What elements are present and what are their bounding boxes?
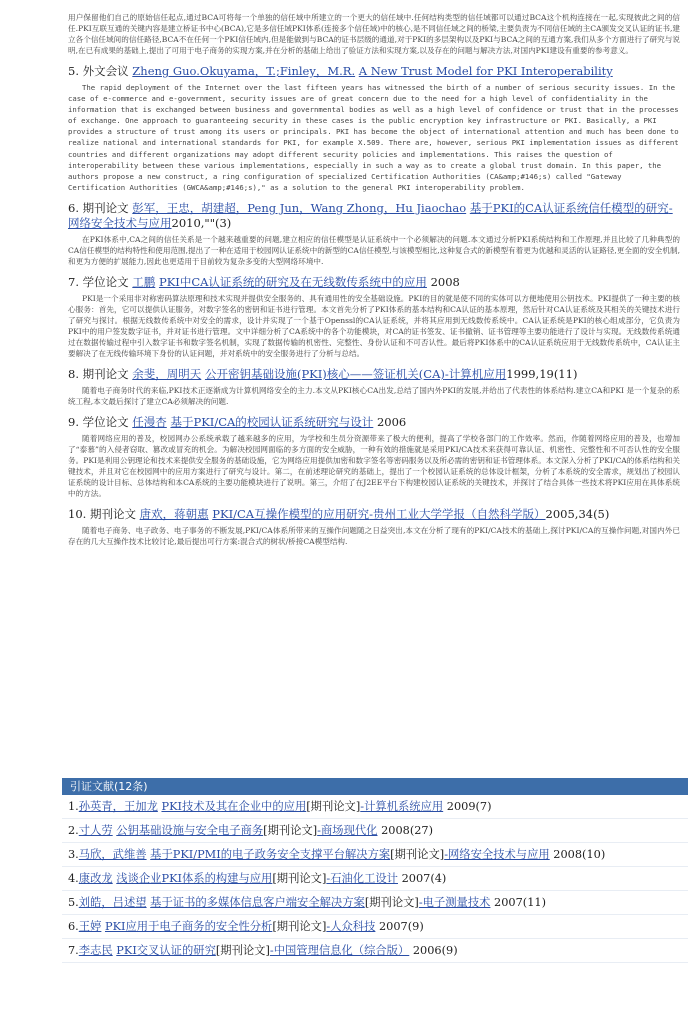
reference-entry-6-head: [68, 201, 680, 231]
entry-title-link[interactable]: 公开密钥基础设施(PKI)核心——签证机关(CA): [204, 366, 445, 381]
cited-journal-link[interactable]: -网络安全技术与应用: [444, 848, 550, 861]
cited-year: 2009(7): [446, 800, 492, 813]
cited-type: [期刊论文]: [306, 800, 361, 813]
cited-authors-link[interactable]: 孙英青，王加龙: [78, 800, 158, 813]
entry-title-link[interactable]: 基于PKI的CA认证系统信任模型的研究: [469, 200, 669, 215]
cited-by-section: [62, 778, 688, 1016]
entry-year: 2008: [430, 274, 460, 289]
cited-title-link[interactable]: 公钥基础设施与安全电子商务: [116, 824, 264, 837]
entry-authors-link[interactable]: Zheng Guo.Okuyama，T.;Finley，M.R.: [132, 64, 356, 78]
cited-authors-link[interactable]: 马欣，武维善: [78, 848, 147, 861]
cited-authors-link[interactable]: 康改龙: [78, 872, 113, 885]
cited-journal-link[interactable]: -电子测量技术: [418, 896, 491, 909]
entry-journal-link[interactable]: -计算机应用: [444, 366, 507, 381]
entry-year: 1999,19(11): [506, 366, 578, 381]
cited-type: [期刊论文]: [272, 872, 327, 885]
cited-item: [62, 843, 688, 867]
cited-type: [期刊论文]: [272, 920, 327, 933]
cited-type: [期刊论文]: [215, 944, 270, 957]
cited-item: [62, 939, 688, 963]
cited-item: [62, 867, 688, 891]
cited-by-list: [62, 795, 688, 963]
cited-year: 2008(10): [553, 848, 606, 861]
intro-paragraph: 用户保留他们自己的原始信任起点,通过BCA可将每一个单独的信任域中所建立的一个更大的信任域中.任何结构类型的信任域都可以通过BCA这个机构连接在一起,实现彼此之间的信任.PKI互联互通的关键内容是建立桥证书中心(BCA),它是多信任域PKI体系(连接多个信任域)中的核心,是不同信任域之间的桥梁,主要负责为不同信任域的主CA颁发交叉认证的证书,建立各个信任域间的信任路径,BCA不在任何一个PKI信任域内,但是能做到与BCA的证书层级的通道,对于PKI的多层架构以及PKI与BCA之间的互通方案,我们从多个方面进行了研究与说明,在已有成果的基础上,提出了可用于电子商务的实现方案,并在分析的基础上给出了验证方法和实现方案,以及存在的问题与解决方法,对国内PKI建设有重要的参考意义。: [68, 13, 680, 55]
cited-year: 2007(9): [378, 920, 424, 933]
entry-authors-link[interactable]: 唐欢，蒋朝惠: [139, 506, 209, 521]
entry-year: 2006: [376, 414, 407, 429]
cited-number: 2.: [68, 824, 79, 837]
entry-8-abstract: 随着电子商务时代的来临,PKI技术正逐渐成为计算机网络安全的主力.本文从PKI核心CA出发,总结了国内外PKI的发展,并给出了代表性的体系结构.建立CA和PKI 是一个复杂的系统工程,本文最后探讨了建立CA必须解决的问题.: [68, 385, 680, 406]
cited-title-link[interactable]: 基于PKI/PMI的电子政务安全支撑平台解决方案: [150, 848, 391, 861]
entry-9-abstract: 随着网络应用的普及，校园网办公系统承载了越来越多的应用，为学校和生员分资源带来了极大的便利，提高了学校各部门的工作效率。然而，作随着网络应用的普及，也增加了“泰慕”的入侵者窃取、篡改或冒充的机会。为解决校园网面临的多方面的安全威胁，一种有效的措施就是采用PKI/CA技术来获得可靠认证、机密性、完整性和不可否认性的安全服务。PKI是利用公钥理论和技术来提供安全服务的基础设施，它为网络应用提供加密和数字签名等密码服务以及所必需的密钥和证书管理体系。本文深入分析了PKI/CA的体系结构和关键技术，并且对它在校园网中的应用方案进行了研究与设计。第二，在前述理论研究的基础上，提出了一个校园认证系统的总体设计框架，分析了本系统的安全需求，规划出了校园认证系统的设计目标、总体结构和本CA系统的主要功能模块进行了说明。第三，介绍了在J2EE平台下构建校园认证系统的关键技术，并探讨了结合具体一些技术将PKI应用在具体系统中的方法。: [68, 433, 680, 498]
cited-type: [期刊论文]: [390, 848, 445, 861]
entry-number: 8.: [68, 366, 79, 381]
cited-type: [期刊论文]: [263, 824, 318, 837]
entry-5-abstract: The rapid deployment of the Internet over the last fifteen years has witnessed the birth of a number of serious security issues. In the case of e-commerce and e-government, security issues are of great concern due to the need for a high level of confidentiality in the information that is exchanged between business and governmental bodies as well as a high level of confidence or trust that in the processes of exchange. One approach to guaranteeing security in these cases is the public encryption key infrastructure or PKI. Basically, a PKI provides a structure of trust among its users or principals. PKI has become the object of international attention and much has been done to realize national and international standards for PKI, for example X.509. There are, however, serious PKI implementation issues as different countries and different organizations may adopt different security policies and implementations. This raises the question of interoperability between these various implementations, especially in such a way as to create a global trust domain. In this paper, the authors propose a new construct, a ring configuration of specialized Certification Authorities (CA&amp;#146;s) called "Gateway Certification Authorities (GWCA&amp;#146;s)," as a solution to the general PKI interoperability problem.: [68, 83, 679, 192]
cited-by-header: 引证文献(12条): [62, 778, 688, 795]
entry-authors-link[interactable]: 彭军，王忠，胡建超，Peng Jun，Wang Zhong，Hu Jiaochao: [132, 200, 467, 215]
entry-number: 6.: [68, 200, 79, 215]
entry-authors-link[interactable]: 余斐，周明天: [132, 366, 202, 381]
cited-title-link[interactable]: PKI应用于电子商务的安全性分析: [104, 920, 273, 933]
cited-number: 6.: [68, 920, 79, 933]
reference-entry-5-head: [68, 64, 680, 79]
entry-title-link[interactable]: PKI中CA认证系统的研究及在无线数传系统中的应用: [158, 274, 427, 289]
cited-authors-link[interactable]: 刘皓，吕述望: [78, 896, 147, 909]
entry-type: 期刊论文: [82, 366, 129, 381]
entry-type: 外文会议: [82, 64, 129, 78]
cited-item: [62, 795, 688, 819]
cited-journal-link[interactable]: -计算机系统应用: [360, 800, 444, 813]
entry-number: 10.: [68, 506, 87, 521]
cited-title-link[interactable]: 浅谈企业PKI体系的构建与应用: [116, 872, 273, 885]
reference-entry-7-head: [68, 275, 680, 290]
entry-number: 7.: [68, 274, 79, 289]
cited-number: 3.: [68, 848, 79, 861]
cited-journal-link[interactable]: -石油化工设计: [326, 872, 398, 885]
reference-entry-9-head: [68, 415, 680, 430]
entry-year: 2010,""(3): [171, 215, 232, 230]
cited-authors-link[interactable]: 寸人劳: [78, 824, 113, 837]
cited-authors-link[interactable]: 李志民: [78, 944, 113, 957]
cited-item: [62, 891, 688, 915]
entry-6-abstract: 在PKI体系中,CA之间的信任关系是一个越来越重要的问题,建立相应的信任模型是认证系统中一个必须解决的问题.本文通过分析PKI系统结构和工作原理,并且比较了几种典型的CA信任模型的结构特性和使用范围,提出了一种在适用于校园网认证系统中的新型的CA信任模型,与该模型相比,这种复合式的新模型有着更为优越和灵活的认证路径,更全面的安全机制,和更为方便的扩展能力,因此也更适用于目前较为复杂多变的大型网络环境中.: [68, 234, 680, 266]
entry-number: 5.: [68, 64, 79, 78]
entry-title-link[interactable]: A New Trust Model for PKI Interoperability: [358, 64, 613, 78]
cited-authors-link[interactable]: 王婷: [78, 920, 102, 933]
entry-title-link[interactable]: PKI/CA互操作模型的应用研究: [212, 506, 370, 521]
entry-type: 学位论文: [82, 274, 129, 289]
cited-number: 7.: [68, 944, 79, 957]
entry-type: 学位论文: [82, 414, 129, 429]
entry-7-abstract: PKI是一个采用非对称密码算法原理和技术实现并提供安全服务的、具有通用性的安全基础设施。PKI的目的就是使不同的实体可以方便地使用公钥技术。PKI提供了一种主要的核心服务：首先，它可以提供认证服务，对数字签名的密钥和证书进行管理。本文首先分析了PKI体系的基本结构和CA认证的基本原理，然后针对CA认证系统及其相关的关键技术进行了研究与探讨。根据无线数传系统中对安全的需求，设计并实现了一个基于Openssl的CA认证系统，并将其应用到无线数传系统中。CA认证系统是PKI的核心组成部分，它负责为PKI中的用户签发数字证书，并对证书进行管理。文中详细分析了CA系统中的各个功能模块，对CA的证书签发、证书撤销、证书管理等主要功能进行了设计与实现。无线数传系统通过在数据传输过程中引入数字证书和数字签名机制，实现了数据传输的机密性、完整性、身份认证和不可否认性。最后将PKI体系中的CA认证系统应用于无线数传系统中，CA认证主要解决了在无线传输环境下身份的认证问题，并对系统中的安全服务进行了分析与总结。: [68, 293, 680, 358]
entry-10-abstract: 随着电子商务、电子政务、电子事务的不断发展,PKI/CA体系所带来的互操作问题随之日益突出,本文在分析了现有的PKI/CA技术的基础上,探讨PKI/CA的互操作问题,对国内外已存在的几大互操作技术比较讨论,最后提出可行方案:混合式的树状/桥接CA模型结构.: [68, 525, 680, 546]
entry-journal-link[interactable]: -网络安全技术与应用: [68, 200, 673, 230]
entry-authors-link[interactable]: 任漫杏: [132, 414, 167, 429]
entry-title-link[interactable]: 基于PKI/CA的校园认证系统研究与设计: [170, 414, 374, 429]
cited-year: 2006(9): [412, 944, 458, 957]
cited-journal-link[interactable]: -人众科技: [326, 920, 376, 933]
cited-journal-link[interactable]: -商场现代化: [317, 824, 378, 837]
reference-entry-10-head: [68, 507, 680, 522]
cited-number: 5.: [68, 896, 79, 909]
cited-year: 2008(27): [381, 824, 434, 837]
cited-title-link[interactable]: PKI交叉认证的研究: [116, 944, 216, 957]
entry-type: 期刊论文: [82, 200, 129, 215]
entry-journal-link[interactable]: -贵州工业大学学报（自然科学版）: [369, 506, 546, 521]
entry-type: 期刊论文: [89, 506, 136, 521]
cited-title-link[interactable]: 基于证书的多媒体信息客户端安全解决方案: [150, 896, 365, 909]
cited-year: 2007(4): [401, 872, 447, 885]
cited-number: 4.: [68, 872, 79, 885]
entry-number: 9.: [68, 414, 79, 429]
reference-details: [68, 12, 680, 547]
cited-year: 2007(11): [494, 896, 546, 909]
reference-entry-8-head: [68, 367, 680, 382]
cited-title-link[interactable]: PKI技术及其在企业中的应用: [161, 800, 307, 813]
entry-authors-link[interactable]: 工鹏: [132, 274, 156, 289]
cited-type: [期刊论文]: [364, 896, 419, 909]
cited-item: [62, 819, 688, 843]
cited-item: [62, 915, 688, 939]
cited-number: 1.: [68, 800, 79, 813]
cited-journal-link[interactable]: -中国管理信息化（综合版）: [269, 944, 410, 957]
entry-year: 2005,34(5): [545, 506, 610, 521]
